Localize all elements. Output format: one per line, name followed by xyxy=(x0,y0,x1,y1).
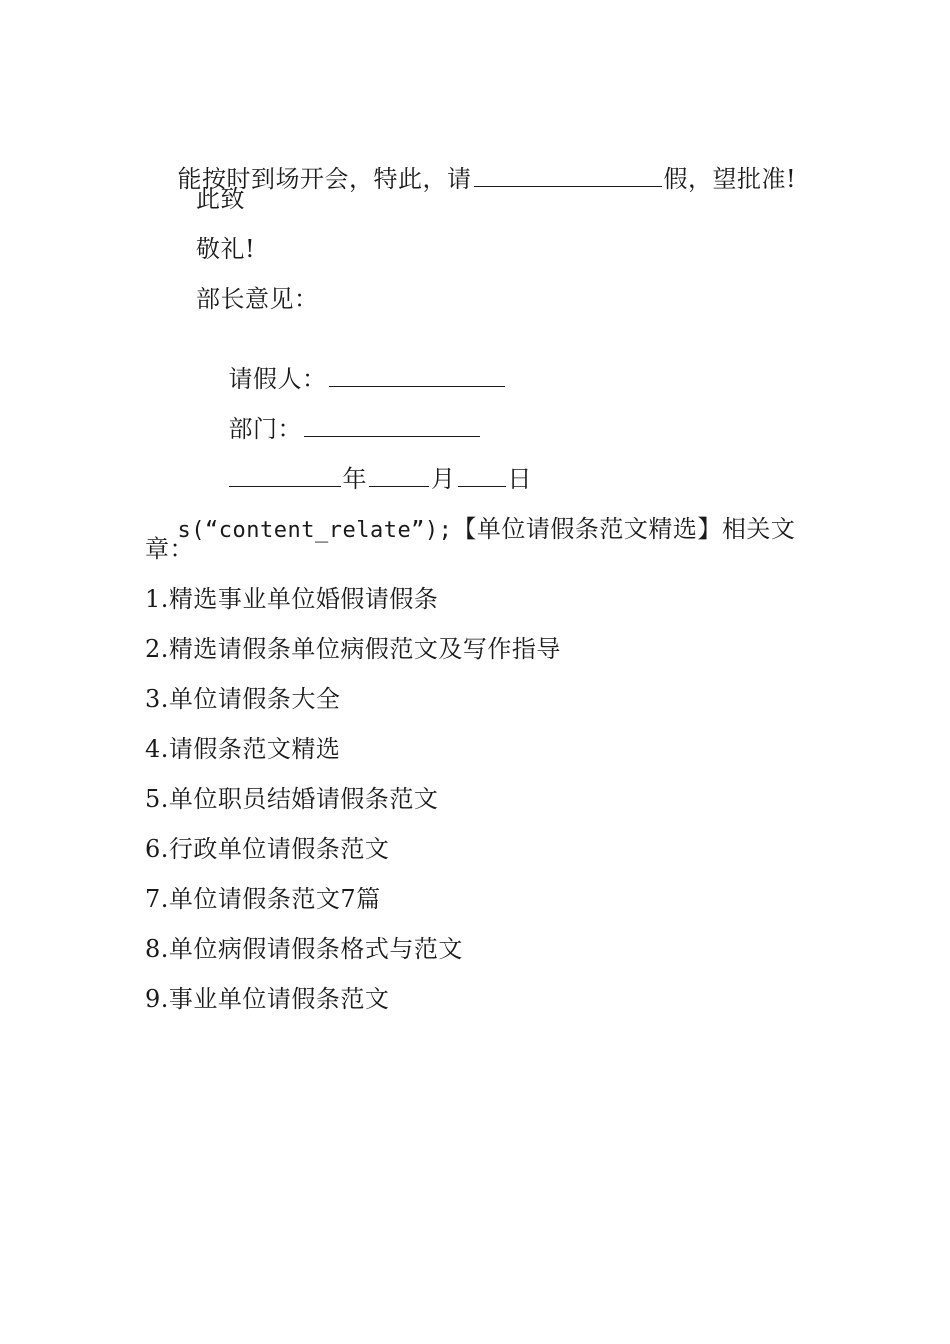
minister-opinion-label: 部长意见： xyxy=(196,285,319,313)
related-link-1[interactable]: 1.精选事业单位婚假请假条 xyxy=(145,585,439,613)
closing-phrase: 此致 xyxy=(196,185,245,213)
related-link-2[interactable]: 2.精选请假条单位病假范文及写作指导 xyxy=(145,635,561,663)
department-label: 部门： xyxy=(228,415,303,443)
request-text-end: 假，望批准! xyxy=(663,165,797,193)
request-text-start: 能按时到场开会，特此，请 xyxy=(177,165,472,193)
related-link-5[interactable]: 5.单位职员结婚请假条范文 xyxy=(145,785,439,813)
related-link-9[interactable]: 9.事业单位请假条范文 xyxy=(145,985,390,1013)
related-link-6[interactable]: 6.行政单位请假条范文 xyxy=(145,835,390,863)
related-link-8[interactable]: 8.单位病假请假条格式与范文 xyxy=(145,935,463,963)
related-link-4[interactable]: 4.请假条范文精选 xyxy=(145,735,341,763)
related-script-prefix: s(“content_relate”); xyxy=(177,518,453,543)
related-link-7[interactable]: 7.单位请假条范文7篇 xyxy=(145,885,381,913)
year-label: 年 xyxy=(342,465,368,493)
related-heading-text: 【单位请假条范文精选】相关文 xyxy=(452,515,796,543)
salutation: 敬礼! xyxy=(196,235,256,263)
related-link-3[interactable]: 3.单位请假条大全 xyxy=(145,685,341,713)
related-heading xyxy=(145,484,795,576)
related-heading-cont: 章： xyxy=(145,535,194,563)
applicant-label: 请假人： xyxy=(228,365,327,393)
month-label: 月 xyxy=(431,465,456,493)
leave-duration-blank xyxy=(474,164,662,187)
day-label: 日 xyxy=(507,465,533,493)
